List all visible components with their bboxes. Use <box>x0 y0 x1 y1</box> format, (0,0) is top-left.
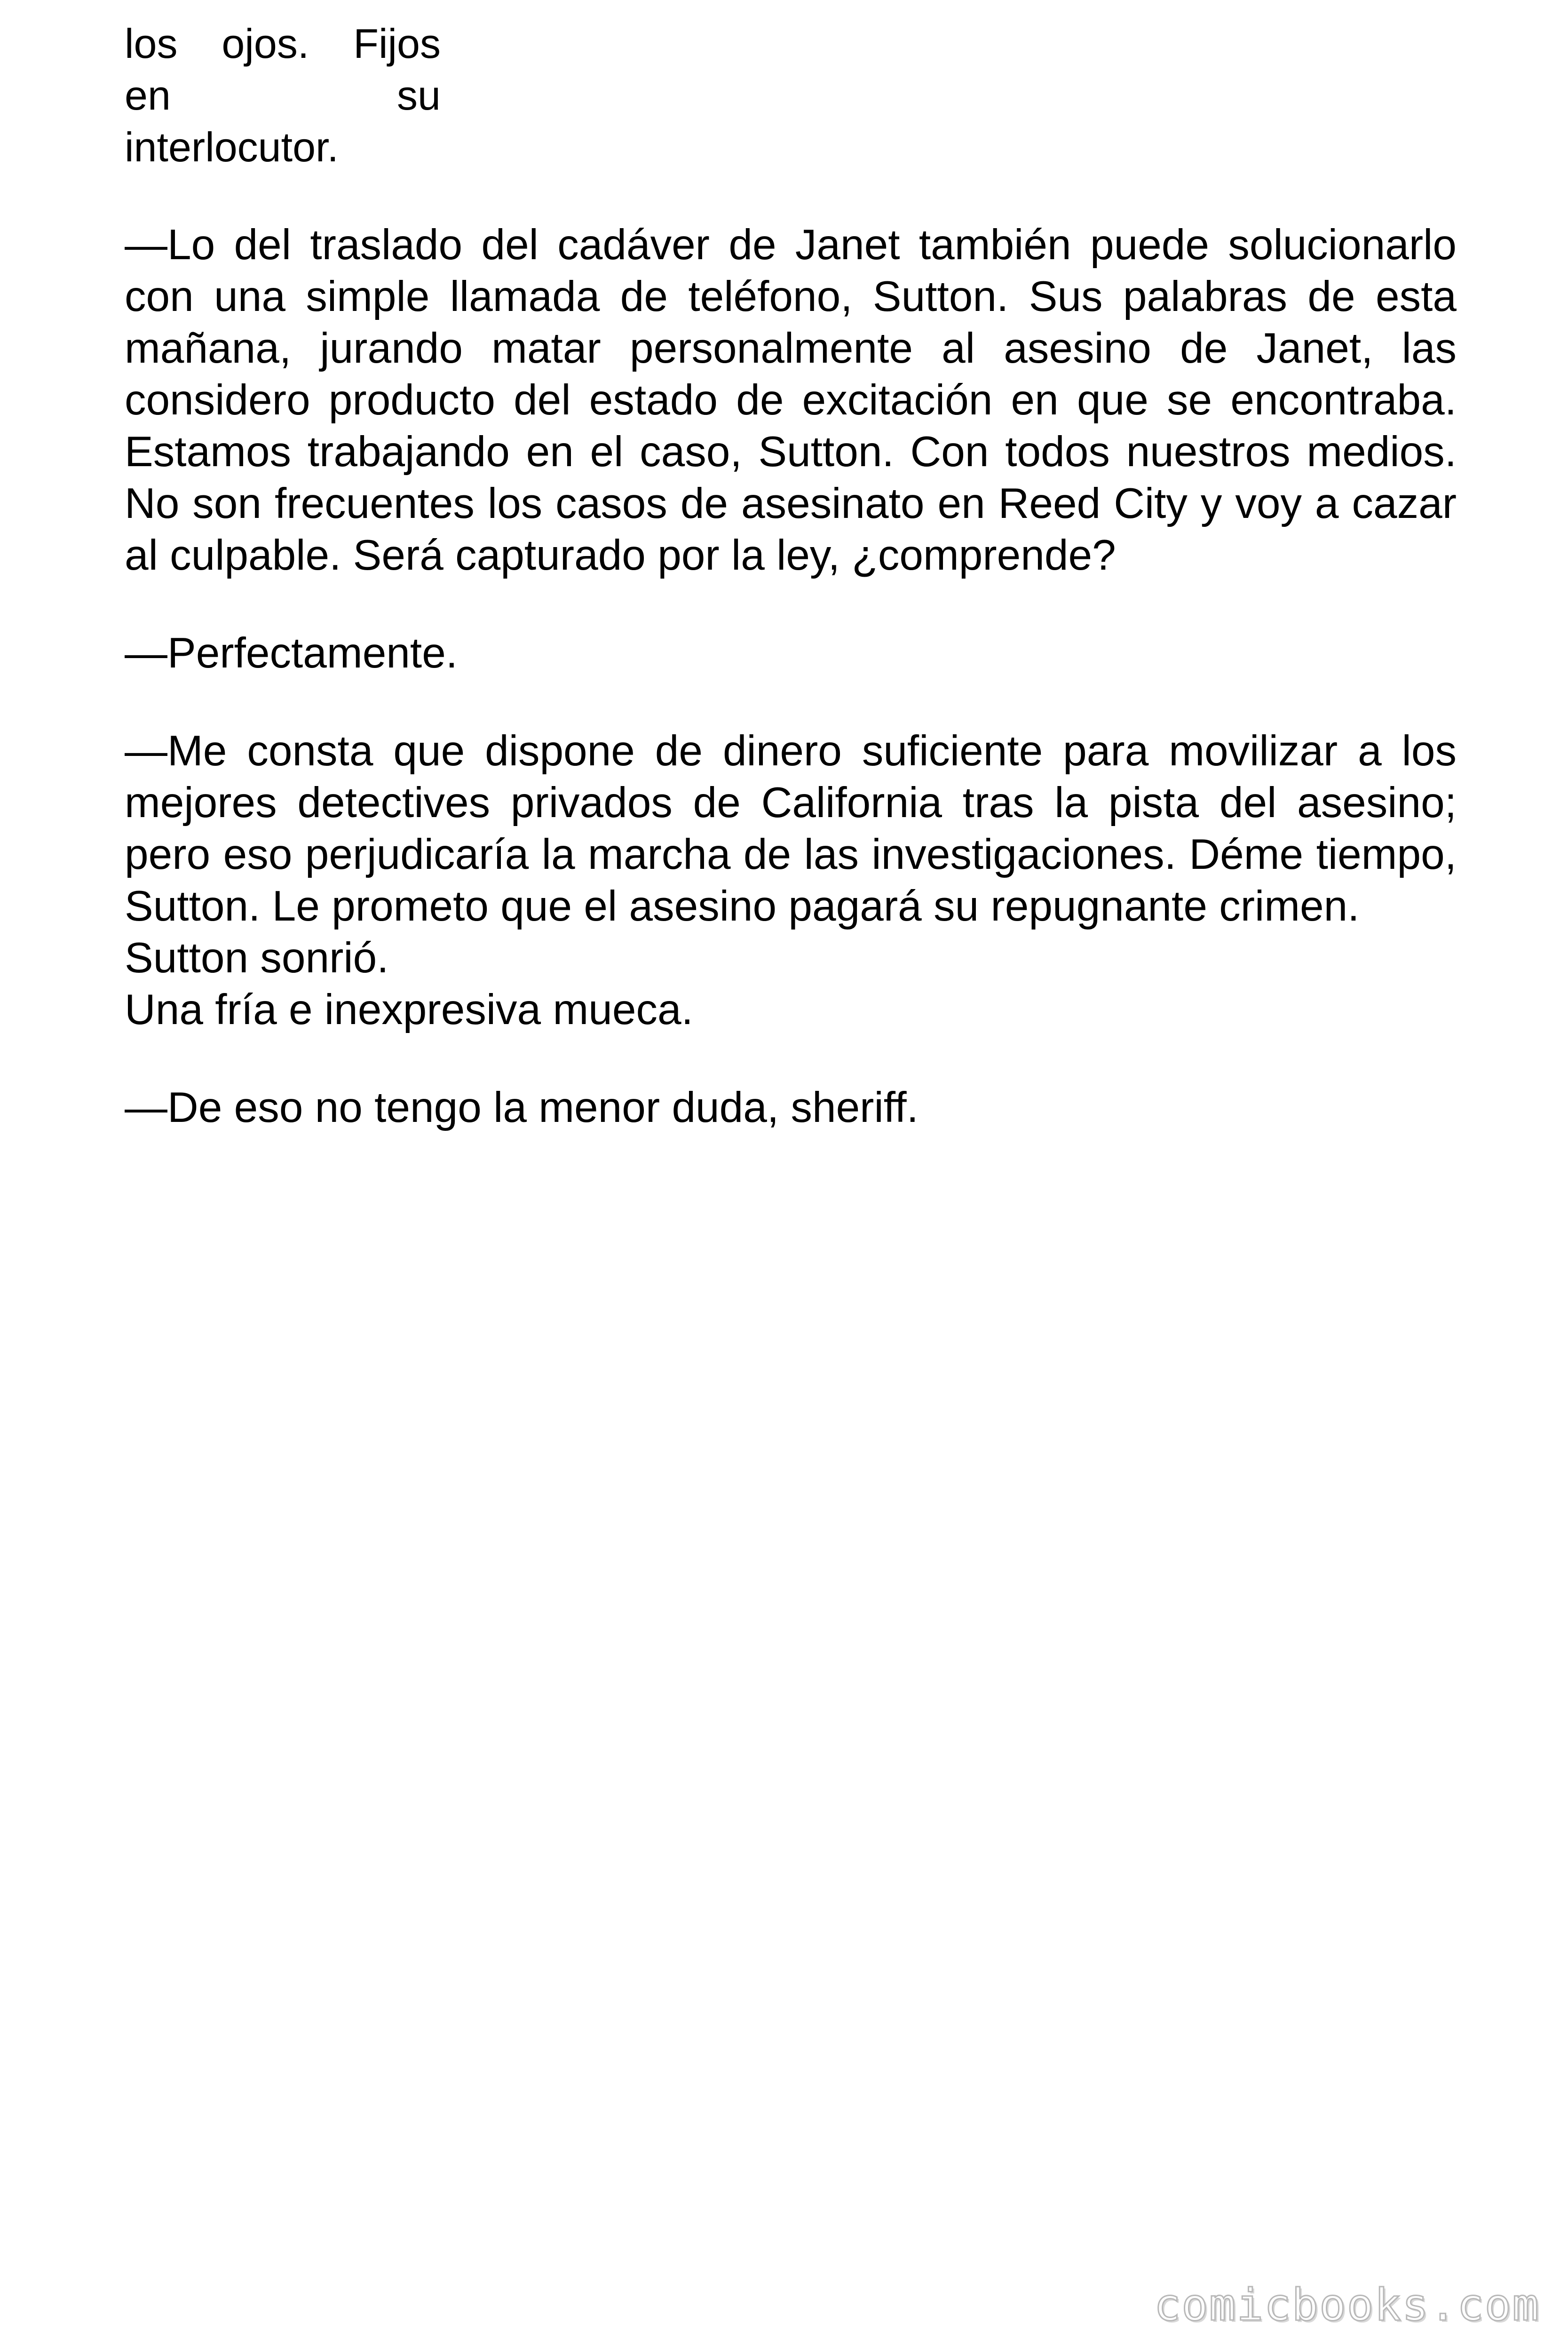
text-line: mejores detectives privados de California tras la pista del asesino; <box>125 779 1457 826</box>
text-line: Una fría e inexpresiva mueca. <box>125 986 693 1033</box>
text-line: interlocutor. <box>125 124 339 170</box>
text-line: Estamos trabajando en el caso, Sutton. Con todos nuestros medios. <box>125 428 1457 476</box>
paragraph-dialogue-sheriff <box>125 219 1457 581</box>
text-line: al culpable. Será capturado por la ley, ¿comprende? <box>125 532 1116 579</box>
paragraph-dialogue-sheriff-2 <box>125 725 1457 1036</box>
text-line: Sutton sonrió. <box>125 934 389 982</box>
paragraph-fragment <box>125 18 441 173</box>
text-line: mañana, jurando matar personalmente al asesino de Janet, las <box>125 325 1457 372</box>
text-line: en su <box>125 72 441 119</box>
text-line: —Me consta que dispone de dinero suficiente para movilizar a los <box>125 727 1457 775</box>
text-line: con una simple llamada de teléfono, Sutton. Sus palabras de esta <box>125 273 1457 320</box>
text-line: —De eso no tengo la menor duda, sheriff. <box>125 1084 919 1131</box>
text-column <box>125 18 1457 1180</box>
paragraph-dialogue-reply <box>125 628 1457 679</box>
text-line: los ojos. Fijos <box>125 20 441 67</box>
text-line: —Lo del traslado del cadáver de Janet también puede solucionarlo <box>125 221 1457 269</box>
text-line: —Perfectamente. <box>125 629 458 677</box>
text-line: pero eso perjudicaría la marcha de las investigaciones. Déme tiempo, <box>125 831 1457 878</box>
paragraph-dialogue-final <box>125 1082 1457 1134</box>
watermark: comicbooks.com <box>1154 2280 1540 2331</box>
text-line: considero producto del estado de excitación en que se encontraba. <box>125 376 1457 424</box>
text-line: No son frecuentes los casos de asesinato en Reed City y voy a cazar <box>125 480 1457 527</box>
text-line: Sutton. Le prometo que el asesino pagará su repugnante crimen. <box>125 882 1360 930</box>
